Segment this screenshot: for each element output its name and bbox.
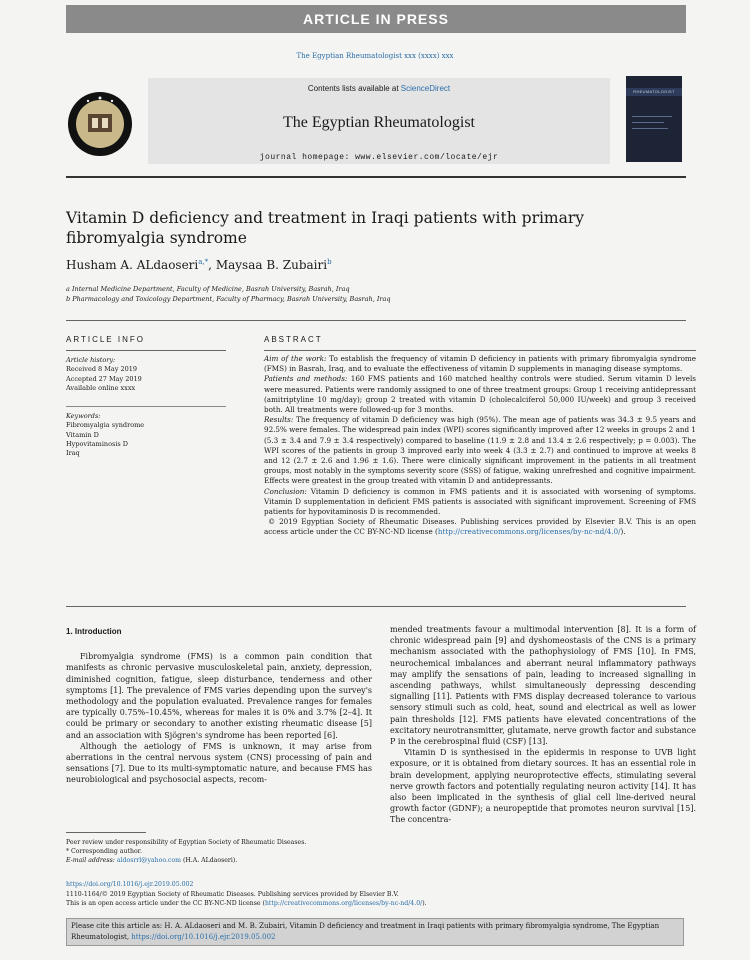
journal-homepage[interactable]: journal homepage: www.elsevier.com/locate/ejr	[259, 153, 499, 162]
email-label: E-mail address:	[66, 857, 117, 864]
results-text: The frequency of vitamin D deficiency was high (95%). The mean age of patients was 34.3 ± 9.5 years and 92.5% were females. The widespread pain index (WPI) scores significantly improved after 12 weeks in groups 2 and 1 (5.3 ± 3.4 and 7.9 ± 3.4 respectively) compared to baseline (11.9 ± 2.8 and 13.4 ± 2.6 respectively; p = 0.003). The WPI scores of the patients in group 3 improved early into week 4 (3.3 ± 2.7) and continued to improve at weeks 8 and 12 (2.7 ± 2.6 and 1.96 ± 1.6). There were clinically significant improvement in the patients in all treatment groups, most notably in the symptoms severity score (SSS) of fatigue, waking unrefreshed and cognitive impairment. Effects were greatest in the group treated with vitamin D and antidepressants.	[264, 415, 696, 486]
paragraph: mended treatments favour a multimodal intervention [8]. It is a form of chronic widespread pain [9] and dyshomeostasis of the CNS is a primary mechanism associated with the pathophysiology of FMS [10]. In FMS, neurochemical imbalances and aberrant neural inflammatory pathways may amplify the sensations of pain, leading to increased signalling in ascending pathways, whilst simultaneously depressing descending signalling [11]. Patients with FMS display decreased tolerance to various sensory stimuli such as cold, heat, sound and electrical as well as lower pain thresholds [12]. FMS patients have elevated concentrations of the excitatory neurotransmitter, glutamate, nerve growth factor and substance P in the cerebrospinal fluid (CSF) [13].	[390, 625, 696, 747]
results-label: Results:	[264, 415, 294, 425]
journal-title: The Egyptian Rheumatologist	[283, 114, 475, 131]
aim-label: Aim of the work:	[264, 354, 327, 363]
article-history	[66, 356, 226, 393]
email-note	[66, 856, 366, 865]
header-rule	[66, 176, 686, 178]
divider	[66, 606, 686, 607]
citation-doi-link[interactable]: https://doi.org/10.1016/j.ejr.2019.05.002	[131, 933, 276, 941]
citation-box	[66, 918, 684, 946]
article-info-heading: ARTICLE INFO	[66, 335, 145, 344]
methods-label: Patients and methods:	[264, 374, 348, 384]
contents-prefix: Contents lists available at	[307, 84, 401, 93]
cover-title: RHEUMATOLOGIST	[633, 89, 675, 94]
abstract-body	[264, 354, 696, 538]
oa-prefix: This is an open access article under the CC BY-NC-ND license (	[66, 900, 265, 907]
affiliation-a: a Internal Medicine Department, Faculty of Medicine, Basrah University, Basrah, Iraq	[66, 285, 350, 293]
author-2-sup[interactable]: b	[327, 258, 332, 266]
abstract-heading: ABSTRACT	[264, 335, 323, 344]
divider	[66, 350, 226, 351]
body-column-right	[390, 624, 696, 826]
doi-link[interactable]: https://doi.org/10.1016/j.ejr.2019.05.002	[66, 881, 194, 888]
oa-link[interactable]: http://creativecommons.org/licenses/by-nc-nd/4.0/	[264, 900, 423, 907]
affiliations	[66, 284, 391, 304]
journal-reference[interactable]: The Egyptian Rheumatologist xxx (xxxx) xxx	[296, 52, 454, 60]
citation-text: Please cite this article as: H. A. ALdaoseri and M. B. Zubairi, Vitamin D deficiency and treatment in Iraqi patients with primary fibromyalgia syndrome, The Egyptian Rheumatologist,	[71, 922, 660, 941]
bottom-info	[66, 880, 686, 909]
author-sep: ,	[208, 258, 216, 272]
peer-review-note: Peer review under responsibility of Egyptian Society of Rheumatic Diseases.	[66, 839, 307, 846]
author-1[interactable]: Husham A. ALdaoseri	[66, 258, 199, 272]
keywords-label: Keywords:	[66, 412, 101, 420]
conclusion-label: Conclusion:	[264, 486, 307, 496]
keyword: Hypovitaminosis D	[66, 439, 129, 448]
journal-header	[148, 78, 610, 164]
footnote-rule	[66, 832, 146, 833]
footnotes	[66, 838, 366, 865]
online-date: Available online xxxx	[66, 383, 136, 392]
abstract-results	[264, 415, 696, 486]
copyright-text: © 2019 Egyptian Society of Rheumatic Diseases. Publishing services provided by Elsevier B.V. This is an open access article under the CC BY-NC-ND license (	[264, 517, 696, 537]
keywords	[66, 412, 226, 458]
journal-cover	[626, 76, 682, 162]
body-column-left	[66, 624, 372, 786]
abstract-conclusion	[264, 487, 696, 518]
paragraph: Although the aetiology of FMS is unknown, it may arise from aberrations in the central nervous system (CNS) processing of pain and sensations [7]. Due to its multi-symptomatic nature, and because FMS has neurobiological and psychosocial aspects, recom-	[66, 741, 372, 785]
cover-line	[632, 122, 664, 123]
aim-text: To establish the frequency of vitamin D deficiency in patients with primary fibromyalgia syndrome (FMS) in Basrah, Iraq, and to evaluate the effectiveness of vitamin D supplements in managing disease symptoms.	[264, 354, 696, 374]
paragraph: Vitamin D is synthesised in the epidermis in response to UVB light exposure, or it is obtained from dietary sources. It has an essential role in brain development, applying neuroprotective effects, stimulating several nerve growth factors and potentially regulating neuron activity [14]. It has also been implicated in the synthesis of glial cell line-derived neural growth factor (GDNF); a neuropeptide that promotes neuron survival [15]. The concentra-	[390, 748, 696, 825]
divider	[264, 350, 696, 351]
oa-line	[66, 899, 686, 909]
email-link[interactable]: aldosrrl@yahoo.com	[116, 857, 181, 864]
section-heading: 1. Introduction	[66, 627, 122, 636]
article-title: Vitamin D deficiency and treatment in Iraqi patients with primary fibromyalgia syndrome	[66, 209, 585, 247]
abstract-methods	[264, 374, 696, 415]
author-2[interactable]: Maysaa B. Zubairi	[215, 258, 328, 272]
abstract-copyright	[264, 517, 696, 537]
author-1-sup[interactable]: a,*	[198, 258, 209, 266]
corresponding-note: * Corresponding author.	[66, 848, 142, 855]
affiliation-b: b Pharmacology and Toxicology Department, Faculty of Pharmacy, Basrah University, Basrah, Iraq	[66, 295, 391, 303]
authors	[66, 258, 332, 272]
history-label: Article history:	[66, 356, 116, 364]
conclusion-text: Vitamin D deficiency is common in FMS patients and it is associated with worsening of symptoms. Vitamin D supplementation in deficient FMS patients is associated with significant improvement. Screening of FMS patients for hypovitaminosis D is recommended.	[264, 486, 696, 517]
oa-suffix: ).	[422, 900, 427, 907]
issn-line: 1110-1164/© 2019 Egyptian Society of Rheumatic Diseases. Publishing services provided by Elsevier B.V.	[66, 890, 399, 898]
methods-text: 160 FMS patients and 160 matched healthy controls were studied. Serum vitamin D levels were measured. Patients were randomly assigned to one of three treatment groups: Group 1 receiving antidepressant (amitriptyline 10 mg/day); group 2 treated with vitamin D (cholecalciferol 50,000 IU/week) and group 3 received both. All treatments were followed-up for 3 months.	[264, 374, 696, 415]
email-name: (H.A. ALdaoseri).	[181, 857, 238, 864]
article-in-press-banner: ARTICLE IN PRESS	[66, 5, 686, 33]
keyword: Vitamin D	[66, 430, 99, 439]
received-date: Received 8 May 2019	[66, 365, 138, 374]
society-logo	[66, 90, 134, 158]
cover-line	[632, 128, 668, 129]
sciencedirect-link[interactable]: ScienceDirect	[400, 84, 451, 93]
keyword: Fibromyalgia syndrome	[66, 421, 145, 430]
license-link[interactable]: http://creativecommons.org/licenses/by-nc-nd/4.0/	[437, 527, 621, 537]
accepted-date: Accepted 27 May 2019	[66, 374, 142, 383]
copyright-end: ).	[620, 527, 626, 537]
cover-line	[632, 116, 672, 117]
contents-line	[148, 84, 610, 93]
divider	[66, 320, 686, 321]
abstract-aim	[264, 354, 696, 374]
paragraph: Fibromyalgia syndrome (FMS) is a common pain condition that manifests as chronic pervasive musculoskeletal pain, anxiety, depression, diminished cognition, fatigue, sleep disturbance, tenderness and other symptoms [1]. The prevalence of FMS varies depending upon the survey's methodology and the population evaluated. Prevalence ranges for females are typically 0.75%–10.45%, whereas for males it is 0% and 3.7% [2–4]. It could be primary or secondary to another existing rheumatic disease [5] and an association with Sjögren's syndrome has been reported [6].	[66, 652, 372, 740]
keyword: Iraq	[66, 449, 80, 458]
divider	[66, 406, 226, 407]
